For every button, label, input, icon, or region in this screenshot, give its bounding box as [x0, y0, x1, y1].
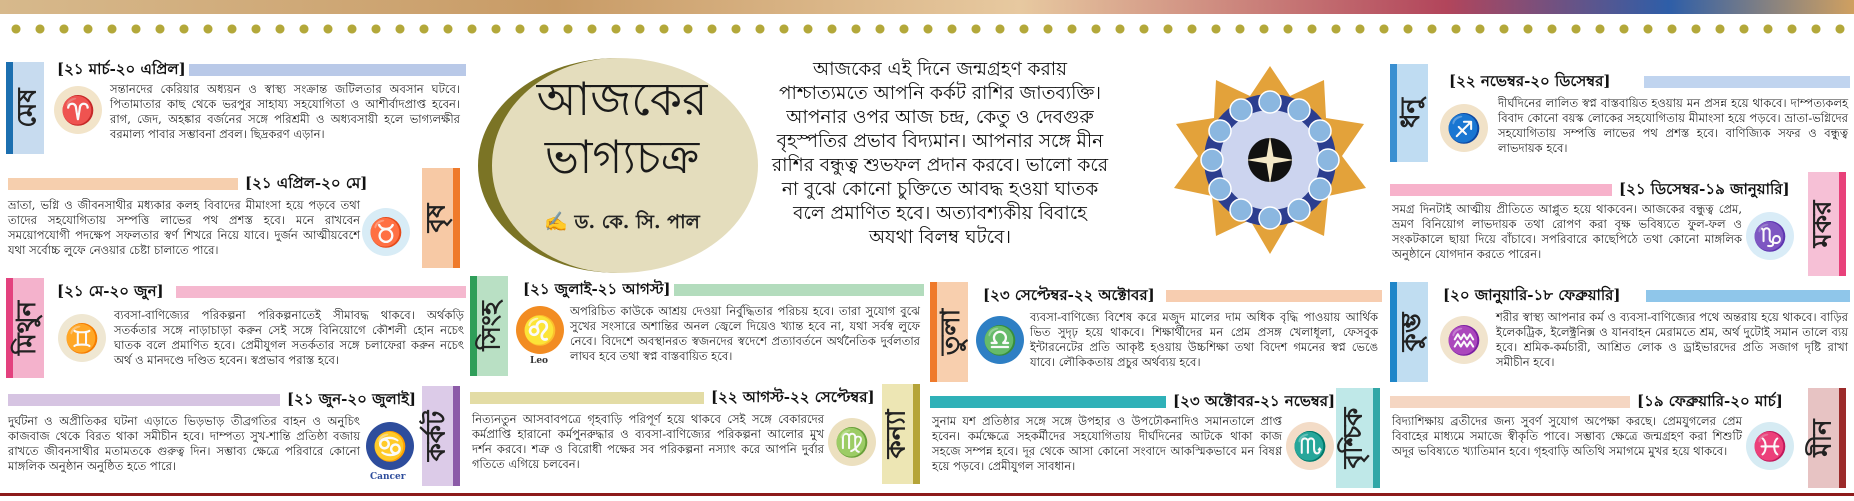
virgo-symbol-icon: ♍ [828, 418, 876, 466]
horoscope-mesh [6, 58, 466, 158]
aquarius-symbol-icon: ♒ [1440, 316, 1488, 364]
horoscope-text-karkat: দুর্ঘটনা ও অপ্রীতিকর ঘটনা এড়াতে ভিড়ভাড় তীব্রগতির বাহন ও অনুচিৎ কাজবাজ থেকে বিরত থাকা সমীচীন হবে। দাম্পত্য সুখ-শান্তি প্রতিষ্ঠা বজায় রাখতে জীবনসাথীর মতামতকে গুরুত্ব দিন। সম্ভাব্য ক্ষেত্রে পরিবারে কোনো মাঙ্গলিক অনুষ্ঠান অনুষ্ঠিত হতে পারে। [8, 414, 360, 473]
horoscope-brish [6, 168, 466, 268]
date-range-mithun: [২১ মে-২০ জুন] [54, 280, 167, 305]
leo-symbol-label: Leo [530, 356, 549, 366]
sign-tag-meen: মীন [1808, 388, 1846, 488]
horoscope-text-meen: বিদ্যাশিক্ষায় ব্রতীদের জন্য সুবর্ণ সুযোগ অপেক্ষা করছে। প্রেমযুগলের প্রেম বিবাহের মাধ্যমে সমাজে স্বীকৃতি পাবে। সম্ভাব্য ক্ষেত্রে জন্মগ্রহণ করা শিশুটি অদূর ভবিষ্যতে খ্যাতিমান হবে। গৃহবাড়ি অতিথি সমাগমে মুখর হয়ে থাকবে। [1392, 414, 1742, 458]
horoscope-text-dhanu: দীর্ঘদিনের লালিত স্বপ্ন বাস্তবায়িত হওয়ায় মন প্রসন্ন হয়ে থাকবে। দাম্পত্যকলহ বিবাদ কোনো বয়স্ক লোকের সহযোগিতায় মীমাংসা হয়ে পড়বে। ভ্রাতা-ভগ্নিদের সহযোগিতায় সম্পত্তি লাভের পথ প্রশস্ত হবে। বাণিজ্যিক সফর ও বন্ধুত্ব লাভদায়ক হবে। [1498, 96, 1848, 155]
horoscope-text-tula: ব্যবসা-বাণিজ্যে বিশেষ করে মজুদ মালের দাম অধিক বৃদ্ধি পাওয়ায় আর্থিক ভিত সুদৃঢ় হয়ে থাকবে। শিক্ষার্থীদের মন প্রেম প্রসঙ্গ খেলাধূলা, ফেসবুক ইন্টারনেটের প্রতি আকৃষ্ট হওয়ায় উচ্চশিক্ষা তথা বিদেশ গমনের স্বপ্ন ভেঙে যাবে। লৌকিকতায় প্রচুর অর্থব্যয় হবে। [1030, 310, 1378, 369]
date-range-brischik: [২৩ অক্টোবর-২১ নভেম্বর] [1170, 390, 1338, 415]
horoscope-text-kanya: নিত্যনতুন আসবাবপত্রে গৃহবাড়ি পরিপূর্ণ হয়ে থাকবে সেই সঙ্গে বেকারদের কর্মপ্রাপ্তি হারানো কর্মপুনরুদ্ধার ও ব্যবসা-বাণিজ্যের পরিকল্পনা আলোর মুখ দর্শন করবে। শত্রু ও বিরোধী পক্ষের সব পরিকল্পনা নস্যাৎ করে আপনি দুর্বার গতিতে এগিয়ে চলবেন। [472, 412, 824, 471]
sign-tag-brish: বৃষ [422, 168, 460, 268]
horoscope-text-mithun: ব্যবসা-বাণিজ্যের পরিকল্পনা পরিকল্পনাতেই সীমাবদ্ধ থাকবে। অর্থকড়ি সতর্কতার সঙ্গে নাড়াচাড়া করুন সেই সঙ্গে বিনিয়োগে কৌশলী হোন নচেৎ ঘাতক বলে প্রমাণিত হবে। প্রেমীযুগল সতর্কতার সঙ্গে চলাফেরা করুন নচেৎ অর্থ ও মানদণ্ডে দণ্ডিত হবেন। স্বপ্রভাব পরাস্ত হবে। [114, 308, 464, 367]
sign-tag-tula: তুলা [930, 282, 968, 382]
sign-tag-mithun: মিথুন [6, 278, 44, 378]
horoscope-text-brischik: সুনাম যশ প্রতিষ্ঠার সঙ্গে সঙ্গে উপহার ও উপঢৌকনাদিও সমানতালে প্রাপ্ত হবেন। কর্মক্ষেত্রে সহকর্মীদের সহযোগিতায় দীর্ঘদিনের আটকে থাকা কাজ সহজে সম্পন্ন হবে। দূর থেকে আসা কোনো সংবাদে আকস্মিকভাবে মন বিষণ্ণ হয়ে পড়বে। প্রেমীযুগল সাবধান। [932, 414, 1282, 473]
date-range-meen: [১৯ ফেব্রুয়ারি-২০ মার্চ] [1634, 390, 1786, 415]
libra-symbol-icon: ♎ [976, 316, 1024, 364]
date-range-tula: [২৩ সেপ্টেম্বর-২২ অক্টোবর] [980, 284, 1158, 309]
aries-symbol-icon: ♈ [54, 86, 102, 134]
date-range-brish: [২১ এপ্রিল-২০ মে] [242, 172, 370, 197]
horoscope-karkat [6, 386, 466, 490]
horoscope-singha [470, 276, 924, 376]
horoscope-kanya [470, 384, 924, 490]
page-title: আজকের ভাগ্যচক্র [536, 72, 708, 184]
leo-symbol-icon: ♌ [516, 306, 564, 354]
horoscope-text-singha: অপরিচিত কাউকে আশ্রয় দেওয়া নির্বুদ্ধিতার পরিচয় হবে। তারা সুযোগ বুঝে সুখের সংসারে অশান্তির অনল জ্বেলে দিয়েও খ্যান্ত হবে না, যথা সর্বস্ব লুফে নেবে। বিদেশে অবস্থানরত স্বজনদের স্বদেশে প্রত্যাবর্তনে অর্থনৈতিক দুর্বলতার লাঘব হবে তথা স্বপ্ন বাস্তবায়িত হবে। [570, 304, 920, 363]
sign-tag-dhanu: ধনু [1390, 64, 1428, 162]
taurus-symbol-icon: ♉ [362, 208, 410, 256]
title-oval [478, 58, 758, 273]
birthday-note: আজকের এই দিনে জন্মগ্রহণ করায় পাশ্চাত্যমতে আপনি কর্কট রাশির জাতব্যক্তি। আপনার ওপর আজ চন্দ্র, কেতু ও দেবগুরু বৃহস্পতির প্রভাব বিদ্যমান। আপনার সঙ্গে মীন রাশির বন্ধুত্ব শুভফল প্রদান করবে। ভালো করে না বুঝে কোনো চুক্তিতে আবদ্ধ হওয়া ঘাতক বলে প্রমাণিত হবে। অত্যাবশ্যকীয় বিবাহে অযথা বিলম্ব ঘটবে। [771, 59, 1109, 248]
date-range-kanya: [২২ আগস্ট-২২ সেপ্টেম্বর] [708, 386, 878, 411]
date-range-dhanu: [২২ নভেম্বর-২০ ডিসেম্বর] [1446, 70, 1613, 95]
sign-tag-kanya: কন্যা [882, 384, 920, 484]
horoscope-mithun [6, 278, 466, 378]
sign-tag-brischik: বৃশ্চিক [1336, 388, 1380, 488]
zodiac-wheel-image [1172, 66, 1368, 256]
date-range-mesh: [২১ মার্চ-২০ এপ্রিল] [54, 58, 189, 83]
horoscope-text-brish: ভ্রাতা, ভগ্নি ও জীবনসাথীর মধ্যকার কলহ বিবাদের মীমাংসা হয়ে পড়বে তথা তাদের সহযোগিতায় সম্পত্তি লাভের পথ প্রশস্ত হবে। মনে রাখবেন সময়োপযোগী পদক্ষেপ সফলতার স্বর্ণ শিখরে নিয়ে যাবে। দুর্জন আত্মীয়বেশে যথা সর্বোচ্চ লুফে নেওয়ার চেষ্টা চালাতে পারে। [8, 198, 360, 257]
sign-tag-makar: মকর [1808, 172, 1846, 276]
cancer-symbol-label: Cancer [370, 472, 406, 482]
pisces-symbol-icon: ♓ [1746, 422, 1794, 470]
date-range-makar: [২১ ডিসেম্বর-১৯ জানুয়ারি] [1616, 178, 1793, 203]
horoscope-dhanu [1390, 60, 1850, 166]
sign-tag-mesh: মেষ [6, 62, 44, 154]
horoscope-meen [1390, 388, 1850, 490]
date-range-singha: [২১ জুলাই-২১ আগস্ট] [520, 278, 674, 303]
date-range-karkat: [২১ জুন-২০ জুলাই] [284, 388, 419, 413]
date-range-kumbha: [২০ জানুয়ারি-১৮ ফেব্রুয়ারি] [1440, 284, 1624, 309]
sign-tag-kumbha: কুম্ভ [1390, 282, 1428, 382]
sign-tag-karkat: কর্কট [422, 386, 460, 486]
horoscope-makar [1390, 172, 1850, 280]
sagittarius-symbol-icon: ♐ [1440, 104, 1488, 152]
capricorn-symbol-icon: ♑ [1746, 212, 1794, 260]
byline: ✍ ড. কে. সি. পাল [544, 211, 700, 233]
bottom-rule [0, 493, 1854, 496]
sign-tag-singha: সিংহ [470, 276, 508, 376]
horoscope-text-makar: সমগ্র দিনটাই আত্মীয় প্রীতিতে আপ্লুত হয়ে থাকবেন। আজকের বন্ধুত্ব প্রেম, ভ্রমণ বিনিয়োগ লাভদায়ক তথা রোপণ করা বৃক্ষ ভবিষ্যতে ফুল-ফল ও সংকটকালে ছায়া দিয়ে বাঁচাবে। সপরিবারে কাছেপিঠে তথা কোনো মাঙ্গলিক অনুষ্ঠানে যোগদান করতে পারেন। [1392, 202, 1742, 261]
horoscope-text-mesh: সন্তানদের কেরিয়ার অধ্যয়ন ও স্বাস্থ্য সংক্রান্ত জটিলতার অবসান ঘটবে। পিতামাতার কাছ থেকে ভরপুর সাহায্য সহযোগিতা ও আশীর্বাদপ্রাপ্ত হবেন। রাগ, জেদ, অহঙ্কার বর্জনের সঙ্গে পরিশ্রমী ও অধ্যবসায়ী হলে ভাগ্যলক্ষীর বরমাল্য পাবার সম্ভাবনা প্রবল। ছিদ্রকরণ এড়ান। [110, 82, 460, 141]
horoscope-text-kumbha: শরীর স্বাস্থ্য আপনার কর্ম ও ব্যবসা-বাণিজ্যের পথে অন্তরায় হয়ে থাকবে। বাড়ির ইলেকট্রিক, ইলেক্ট্রনিক্স ও যানবাহন মেরামতে শ্রম, অর্থ দুটোই সমান তালে ব্যয় হবে। শ্রমিক-কর্মচারী, আশ্রিত লোক ও ড্রাইভারদের প্রতি সজাগ দৃষ্টি রাখা সমীচীন হবে। [1496, 310, 1848, 369]
horoscope-brischik [930, 388, 1382, 490]
scorpio-symbol-icon: ♏ [1286, 422, 1334, 470]
horoscope-tula [930, 282, 1382, 382]
cancer-symbol-icon: ♋ [366, 422, 414, 470]
top-decorative-band [0, 0, 1854, 14]
dotted-divider [0, 22, 1854, 36]
gemini-symbol-icon: ♊ [58, 314, 106, 362]
horoscope-kumbha [1390, 282, 1850, 382]
